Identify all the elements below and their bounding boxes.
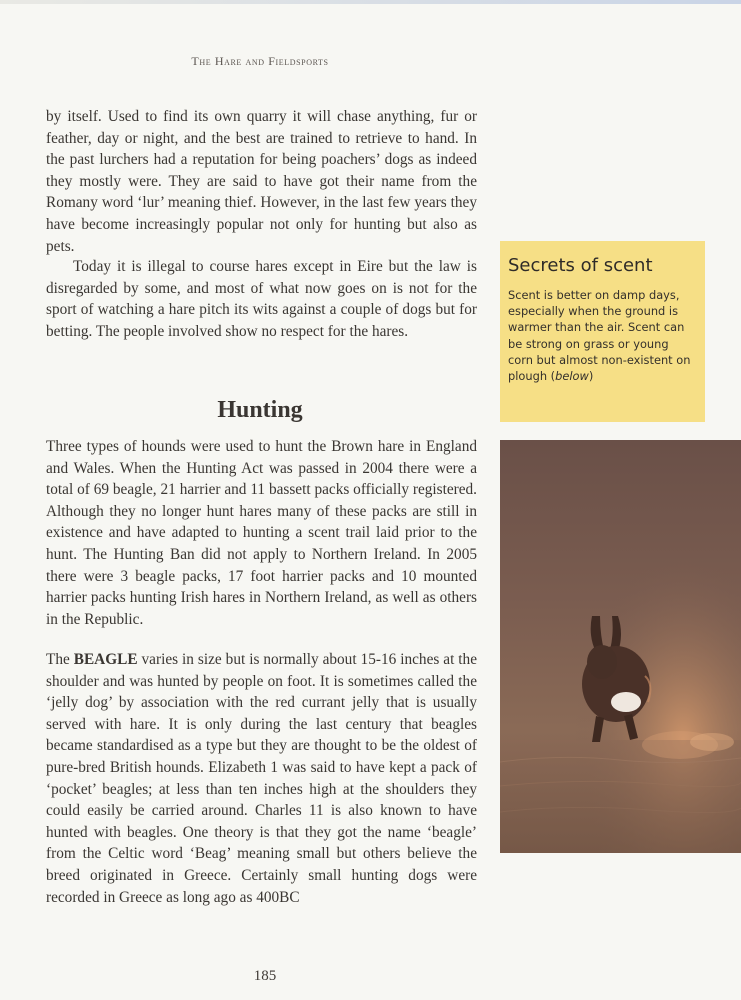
body-paragraph-hounds xyxy=(46,436,477,630)
sidebar-title: Secrets of scent xyxy=(508,255,653,276)
paragraph-text: by itself. Used to find its own quarry it will chase anything, fur or feather, day or night, and the best are trained to retrieve to hand. In the past lurchers had a reputation for being poachers’ dogs as indeed they mostly were. They are said to have got their name from the Romany word ‘lur’ meaning thief. However, in the last few years they have become increasingly popular not only for hunting but also as pets. xyxy=(46,108,477,255)
page-number: 185 xyxy=(253,968,277,984)
hare-photo-illustration xyxy=(500,440,741,853)
paragraph-lead: The xyxy=(46,651,70,668)
sidebar-body: Scent is better on damp days, especially when the ground is warmer than the air. Scent can be strong on grass or young corn but almost non-existent on plough (below) xyxy=(508,288,691,384)
beagle-term: BEAGLE xyxy=(73,651,138,668)
hare-photo xyxy=(500,440,741,853)
body-paragraph-beagle xyxy=(46,649,477,908)
top-edge-strip xyxy=(0,0,741,4)
sidebar-box xyxy=(500,241,705,422)
sidebar-note: below xyxy=(555,369,589,384)
body-paragraph-coursing xyxy=(46,256,477,342)
paragraph-text: Today it is illegal to course hares except in Eire but the law is disregarded by some, and most of what now goes on is not for the sport of watching a hare pitch its wits against a couple of dogs but for betting. The people involved show no respect for the hares. xyxy=(46,258,477,340)
paragraph-text xyxy=(46,649,477,908)
running-head: The Hare and Fieldsports xyxy=(191,54,329,68)
body-paragraph-lurchers xyxy=(46,106,477,257)
paragraph-rest: varies in size but is normally about 15-16 inches at the shoulder and was hunted by people on foot. It is sometimes called the ‘jelly dog’ by association with the red currant jelly that is usually served with hare. It is only during the last century that beagles became standardised as a type but they are thought to be the oldest of pure-bred British hounds. Elizabeth 1 was said to have kept a pack of ‘pocket’ beagles; at less than ten inches high at the shoulders they could easily be carried around. Charles 11 is also known to have hunted with beagles. One theory is that they got the name ‘beagle’ from the Celtic word ‘Beag’ meaning small but others believe the breed originated in Greece. Certainly small hunting dogs were recorded in Greece as long ago as 400BC xyxy=(46,651,477,906)
section-heading: Hunting xyxy=(217,397,303,423)
sidebar-body-text: Scent is better on damp days, especially when the ground is warmer than the air. Scent can be strong on grass or young corn but almost non-existent on plough xyxy=(508,288,691,384)
paragraph-text: Three types of hounds were used to hunt the Brown hare in England and Wales. When the Hunting Act was passed in 2004 there were a total of 69 beagle, 21 harrier and 11 bassett packs officially registered. Although they no longer hunt hares many of these packs are still in existence and have adapted to hunting a scent trail laid prior to the hunt. The Hunting Ban did not apply to Northern Ireland. In 2005 there were 3 beagle packs, 17 foot harrier packs and 10 mounted harrier packs hunting Irish hares in Northern Ireland, as well as others in the Republic. xyxy=(46,438,477,628)
